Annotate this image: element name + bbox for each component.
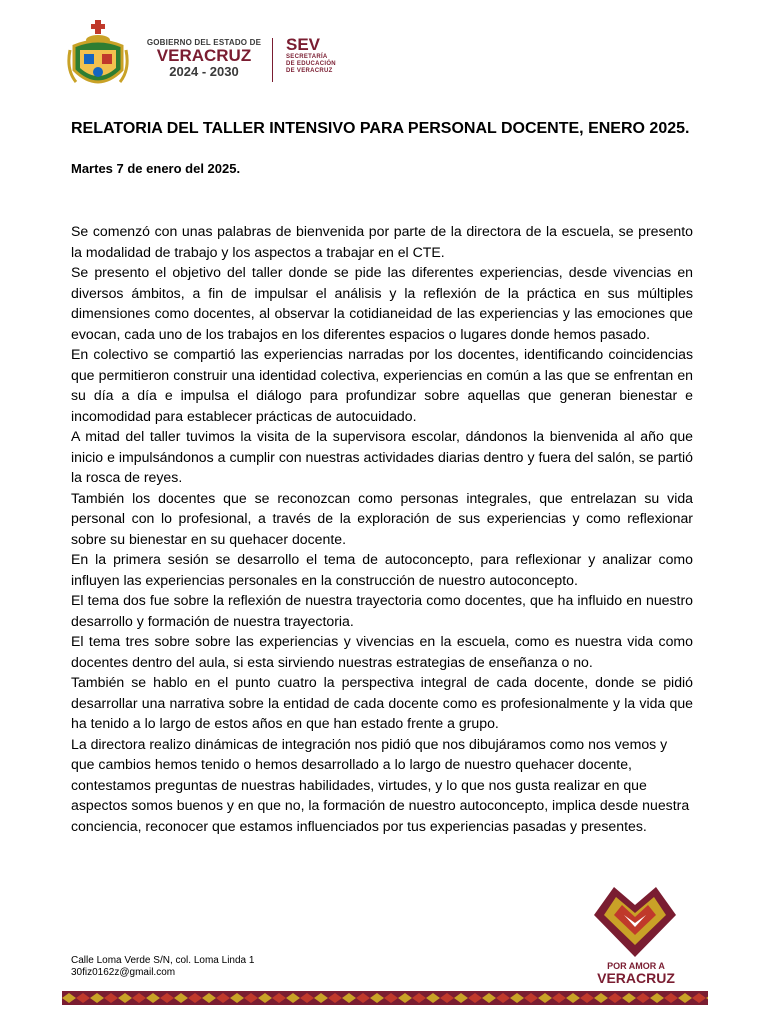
document-title: RELATORIA DEL TALLER INTENSIVO PARA PERSONAL DOCENTE, ENERO 2025. bbox=[71, 120, 690, 137]
footer-address: Calle Loma Verde S/N, col. Loma Linda 1 bbox=[71, 955, 255, 966]
veracruz-coat-of-arms-icon bbox=[66, 20, 130, 94]
paragraph: En la primera sesión se desarrollo el tema de autoconcepto, para reflexionar y analizar como influyen las experiencias personales en la construcción de nuestro autoconcepto. bbox=[71, 551, 693, 588]
sev-logo-text bbox=[286, 36, 336, 75]
footer-contact bbox=[71, 955, 254, 979]
gov-line2: VERACRUZ bbox=[156, 46, 252, 65]
header-divider bbox=[272, 38, 273, 82]
paragraph: La directora realizo dinámicas de integración nos pidió que nos dibujáramos como nos vemos y que cambios hemos tenido o hemos desarrollado a lo largo de nuestro quehacer docente, contestamos preguntas de nuestras habilidades, virtudes, y lo que nos gusta realizar en que aspectos somos buenos y en que no, la formación de nuestro autoconcepto, implica desde nuestra conciencia, reconocer que estamos influenciados por tus experiencias pasadas y presentes. bbox=[71, 735, 690, 834]
decorative-pattern-band bbox=[62, 991, 708, 1005]
sev-line2: DE EDUCACIÓN bbox=[286, 61, 336, 67]
heart-pattern-icon bbox=[592, 883, 678, 959]
paragraph: A mitad del taller tuvimos la visita de la supervisora escolar, dándonos la bienvenida al año que inicio e impulsándonos a cumplir con nuestras actividades diarias dentro y fuera del salón, se partió la rosca de reyes. bbox=[71, 428, 693, 485]
government-logo-text bbox=[142, 38, 266, 79]
paragraph: También se hablo en el punto cuatro la perspectiva integral de cada docente, donde se pidió desarrollar una narrativa sobre la entidad de cada docente como es profesionalmente y la vida que ha tenido a lo largo de estos años en que han estado frente a grupo. bbox=[71, 674, 693, 731]
brand-por-amor-a-veracruz bbox=[590, 961, 682, 985]
paragraph: En colectivo se compartió las experiencias narradas por los docentes, identificando coincidencias que permitieron construir una identidad colectiva, experiencias en común a las que se enfrentan en su día a día e impulsa el diálogo para profundizar sobre aquellas que generan bienestar e incomodidad para establecer prácticas de autocuidado. bbox=[71, 346, 693, 424]
gov-line1: GOBIERNO DEL ESTADO DE bbox=[146, 38, 262, 47]
paragraph: El tema tres sobre sobre las experiencias y vivencias en la escuela, como es nuestra vida como docentes dentro del aula, si esta sirviendo nuestras estrategias de enseñanza o no. bbox=[71, 633, 693, 670]
sev-abbr: SEV bbox=[286, 35, 321, 54]
paragraph: También los docentes que se reconozcan como personas integrales, que entrelazan su vida personal con lo profesional, a través de la exploración de sus experiencias y como reflexionar sobre su bienestar en su quehacer docente. bbox=[71, 489, 693, 547]
brand-line1: POR AMOR A bbox=[607, 961, 665, 971]
brand-line2: VERACRUZ bbox=[597, 970, 675, 986]
paragraph: Se comenzó con unas palabras de bienvenida por parte de la directora de la escuela, se presento la modalidad de trabajo y los aspectos a trabajar en el CTE. bbox=[71, 223, 693, 260]
paragraph: Se presento el objetivo del taller donde se pide las diferentes experiencias, desde vivencias en diversos ámbitos, a fin de impulsar el análisis y la reflexión de la práctica en sus múltiples dimensiones como docentes, al observar la cotidianeidad de las experiencias y las emociones que evocan, cada uno de los trabajos en los diferentes espacios o lugares donde hemos pasado. bbox=[71, 264, 693, 342]
gov-line3: 2024 - 2030 bbox=[169, 64, 239, 79]
footer-email: 30fiz0162z@gmail.com bbox=[71, 967, 176, 978]
document-body bbox=[71, 221, 693, 836]
sev-line3: DE VERACRUZ bbox=[286, 68, 333, 74]
document-date: Martes 7 de enero del 2025. bbox=[71, 161, 241, 176]
paragraph: El tema dos fue sobre la reflexión de nuestra trayectoria como docentes, que ha influido en nuestro desarrollo y formación de nuestra trayectoria. bbox=[71, 592, 693, 629]
sev-line1: SECRETARÍA bbox=[286, 54, 328, 60]
